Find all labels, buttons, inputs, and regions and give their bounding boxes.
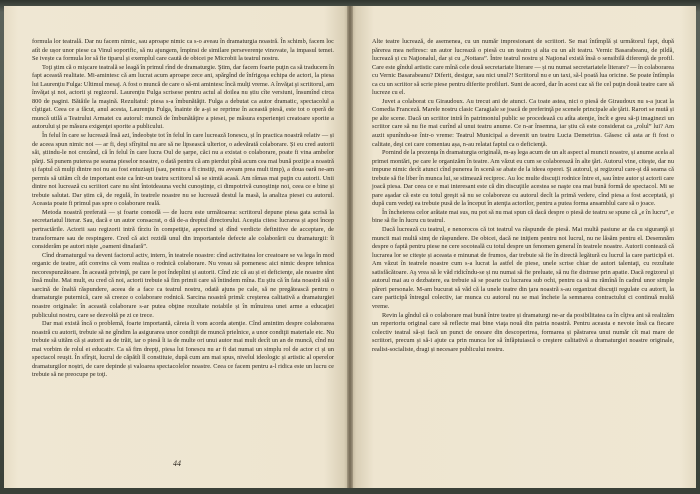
left-paragraph-5: Cînd dramaturgul va deveni factorul activ, intern, în teatrele noastre: cînd activitatea lor creatoare se va lega în mod organic de teatre, atît convins că vom realiza o rodnică colaborare. Nu vreau să pomenesc aici nimic despre tehnica necorespunzătoare. În această privinţă, pe care le pot îndeplini și autorii. Cînd zic că au și ei deficienţe, ale noastre sînt însă multe. Mai mult, eu cred că noi, actorii trebuie să fim primii care să întindem mîna. Eu ştiu că în fata noastră stă o sarcină de înaltă răspundere, aceea de a face ca teatrul nostru, odată ajuns pe cale, să ne pregătească pentru o dramaturgie puternică, care să creeze o colaborare rodnică. Sarcina noastră primă: creşterea calitativă a dramaturgiei noastre originale: în această colaborare s-ar putea obţine rezultate notabile și în mînuirea unei arme a educaţiei publicului nostru, care se dezvoltă pe zi ce trece.: [32, 251, 334, 319]
left-paragraph-1: formula lor teatrală. Dar nu facem nimic, sau aproape nimic ca s-o aveau în dramaturgia noastră. În schimb, facem loc atît de ușor unor piese ca Vinul soporific, să nu ajungem, împinsi de similare perseverenţe vinovate, la impasul temei. Se ivește ca formula lor să fie tiparul și exemplul care caută de obicei pe Microbii la teatrul nostru.: [32, 38, 334, 63]
right-paragraph-3: Pornind de la prezenţa în dramaturgia originală, m-aș lega acum de un alt aspect al muncii noastre, și anume acela al primei montări, pe care le organizăm în teatre. Am văzut eu cum se colaborează în alte ţări. Autorul vine, citeşte, dar nu impune nimic decît atunci cînd punerea în scenă se abate de la ideea operei. Şi autorul, și regizorul care-şi dă seama că trebuie să fie liber în munca lui, se stimează reciproc. Au loc multe discuţii rodnice între ei, sau între autor și actorii care joacă piesa. Dar ceea ce e mai interesant este că din discuţiile acestea se naşte cea mai bună formă de spectacol. Mi se pare aşadar că este cu totul greşit să nu se colaboreze cu autorul decît la primă vedere, cînd piesa a fost acceptată, şi după cum vedeţi ea trebuie pusă de la început în atenţia actorilor, pentru a putea forma ansamblul care să o joace.: [372, 149, 674, 208]
right-paragraph-2: Juvet a colaborat cu Giraudoux. Au trecut ani de atunci. Ca toate astea, nici o piesă de Giraudoux nu s-a jucat la Comedia Franceză. Marele nostru clasic Caragiale se joacă de preferinţă pe scenele principale ale ţării. Rarori se mută și pe alte scene. Dacă un scriitor intră în patrimoniul public se procedează cu atîta atenţie, încît e greu să-ţi imaginezi un scriitor care să nu fie mai curînd al unui teatru anume. Ce n-ar însemna, iar știu că este considerat ca „rolul” lui? Am auzit spunîndu-se într-o vreme: Teatrul Municipal a devenit un teatru Lucia Demetrius. Găsesc că asta ar fi fost o calitate, deşi cei care comentau așa, n-au relatat faptul ca o deficienţă.: [372, 97, 674, 148]
page-number: 44: [173, 459, 181, 468]
right-paragraph-6: Revin la gîndul că o colaborare mai bună între teatre și dramaturgi ne-ar da posibilitatea ca în cîţiva ani să realizăm un repertoriu original care să reflecte mai bine viaţa nouă din patria noastră. Pentru aceasta e nevoie însă ca fiecare colectiv teatral să-și facă un punct de onoare din descoperirea, formarea și păstrarea unui număr cît mai mare de scriitori, precum și să-i ajute ca prin munca lor să înfăptuiască o creştere calitativă a dramaturgiei noastre originale, realist-socialiste, dragi și necesare publicului nostru.: [372, 311, 674, 353]
left-page: [4, 6, 350, 488]
open-book: [4, 6, 696, 488]
right-paragraph-4: În încheierea celor arătate mai sus, nu pot să nu mai spun că dacă despre o piesă de teatru se spune că „e în lucru”, e bine să fie în lucru cu teatrul.: [372, 208, 674, 225]
right-page: [350, 6, 696, 488]
book-gutter: [347, 6, 353, 488]
right-paragraph-1: Alte teatre lucrează, de asemenea, cu un număr impresionant de scriitori. Se mai întîmplă și următorul fapt, după părerea mea nefiresc: un autor lucrează o piesă cu un teatru și alta cu un alt teatru. Vernic Basarabeanu, de pildă, lucrează și cu Naţionalul, dar și cu „Nottara”. Între teatrul nostru și Naţional există însă o sensibilă diferenţă de profil. Care este gîndul artistic care mînă cele două secretariate literare — și nu numai secretariatele literare? — în colaborarea cu Vernic Basarabeanu? Diferit, desigur, sau nici unul?! Scriitorul nu e un taxi, să-l poată lua oricine. Se poate întîmpla ca cu un scriitor să scrie piese pentru diferite profiluri. Sunt de acord, dar în acest caz să fie cel puţin două teatre care să lucreze cu el.: [372, 38, 674, 97]
right-paragraph-5: Dacă lucrează cu teatrul, e nenorocos că tot teatrul va răspunde de piesă. Mai multă pasiune ar da cu siguranţă și muncii mai multă simţ de răspundere. De obicei, dacă ne iniţiem pentru noi lucrul, nu ne lăsăm pentru el. Desemnăm despre o faptă pentru piese ne cere socoteală cu totul despre un fenomen general în teatrele noastre. Autorii contează că lucrarea lor se citeşte și aceasta e minunat de frumos, dar trebuie să fie în directă legătură cu lucrul la care participă ei. Am văzut în teatrele noastre cum s-a lucrat la astfel de piese, unele scrise chiar de autori talentaţi, cu rezultate satisfăcătoare. Aş vrea să le văd ridicîndu-se și nu numai să fie preluate, să nu fie distruse prin apatie. Dacă regizorul și autorul mai au o dezbatere, ea trebuie să se poarte cu lucrarea sub ochi, pentru ca să nu rămînă în cadrul unor simple păreri personale. M-am bucurat să văd că la unele teatre din ţara noastră s-au organizat discuţii regulate cu autorii, la care participă întregul colectiv, iar munca cu autorul nu se mai încheie la semnarea contractului ci continuă multă vreme.: [372, 226, 674, 310]
left-paragraph-4: Metoda noastră preferată — și foarte comodă — de lucru este următoarea: scriitorul depune piesa gata scrisă la secretariatul literar. Sau, dacă e un autor consacrat, o dă de-a dreptul directorului. Aceştia citesc lucrarea și apoi încep pertractările. Actorii sau regizorii intră tîrziu în competiţie, apreciind și dînd verdicte definitive de acceptare, de transformare sau de respingere. Cred că aici rezidă unul din importantele defecte ale colaborării cu dramaturgii: îi considerăm pe autori niște „oameni dinafară”.: [32, 208, 334, 251]
left-paragraph-6: Dar mai există încă o problemă, foarte importantă, căreia îi vom acorda atenţie. Cînd amintim despre colaborarea noastră cu autorii, trebuie să ne gîndim la asigurarea unor condiţii de muncă prielnice, a unor condiţii materiale etc. Nu trebuie să uităm că și autorii au de trăit, iar o piesă îi ia de multe ori unui autor mai mult decît un an de muncă, cînd nu mai vorbim de rolul ei educativ. Ca să fim drepţi, piesa lui Ionescu nu ar fi dat numai un simplu rol de actor ci și un spectacol reuşit. În sfîrşit, lucrul de căpătîi îl constituie, după cum am mai spus, nivelul ideologic și artistic al operelor dramaturgilor noștri, de care depinde și valoarea spectacolelor noastre. Ceea ce facem pentru a-l ridica este un lucru ce trebuie să ne preocupe pe toţi.: [32, 320, 334, 379]
left-paragraph-3: În felul în care se lucrează însă azi, îndeobște tot în felul în care lucrează Ionescu, și în practica noastră relativ — și de aceea spun nimic noi — ar fi, deşi sfîrşitul nu are să ne lipsească ulterior, o adevărată colaborare. Și eu cred autorii săi, știindu-le noi crezând, că în felul în care lucra Oul de șarpe, căci nu a existat o colaborare, poate fi vina ambelor părţi. Să punem puterea pe seama pieselor noastre, o dată pentru că am pierdut pînă acum cea mai bună poziţie a noastră și faptul că mulţi dintre noi nu au fost entuziaşti (sau, pentru a fi cinstiţi, nu aveam prea mult timp), a doua oară ne-am permis să uităm cît de important este ca într-un teatru scriitorul să se simtă acasă. Am rămas mai puţin cu autorii. Unii dintre noi lucrează cu scriitori care nu sînt întotdeauna vechi cunoştinţe, ci dimpotrivă cunoştinţe noi, ceea ce e bine și trebuie salutat. Dar știm că, de regulă, în teatrele noastre nu se lucrează destul la masă, la analiza piesei cu autorul. Aceasta poate fi primul pas spre o colaborare reală.: [32, 132, 334, 208]
left-paragraph-2: Toţi ştim că o mişcare teatrală se leagă în primul rînd de dramaturgie. Ştim, dar facem foarte puţin ca să traducem în fapt această realitate. Mi-amintesc că am lucrat acum aproape zece ani, spărgînd de înfrigoşa echipa de actori, la piesa lui Laurenţiu Fulga: Ultimul mesaj. A fost o muncă de care o să-mi amintesc încă mulţi vreme. A învăţat şi scriitorul, am învăţat şi noi, actorii şi regizorul. Laurenţiu Fulga scrisese pentru actul al doilea nu știu cîte versiuni, însumînd circa 800 de pagini. Bătăile la maşină. Rezultatul: piesa s-a îmbunătăţit. Fulga a debutat ca autor dramatic, spectacolul a cîştigat. Ceea ce a făcut, anul acesta, Laurenţiu Fulga, înainte de a-şi se reprime în această piesă, este tot o operă de muncă utilă a Teatrului Armatei cu autorul: muncă de îmbunătăţire a piesei, pe măsura experienţei creatoare sporite a autorului şi pe măsura exigenţei sporite a publicului.: [32, 63, 334, 131]
